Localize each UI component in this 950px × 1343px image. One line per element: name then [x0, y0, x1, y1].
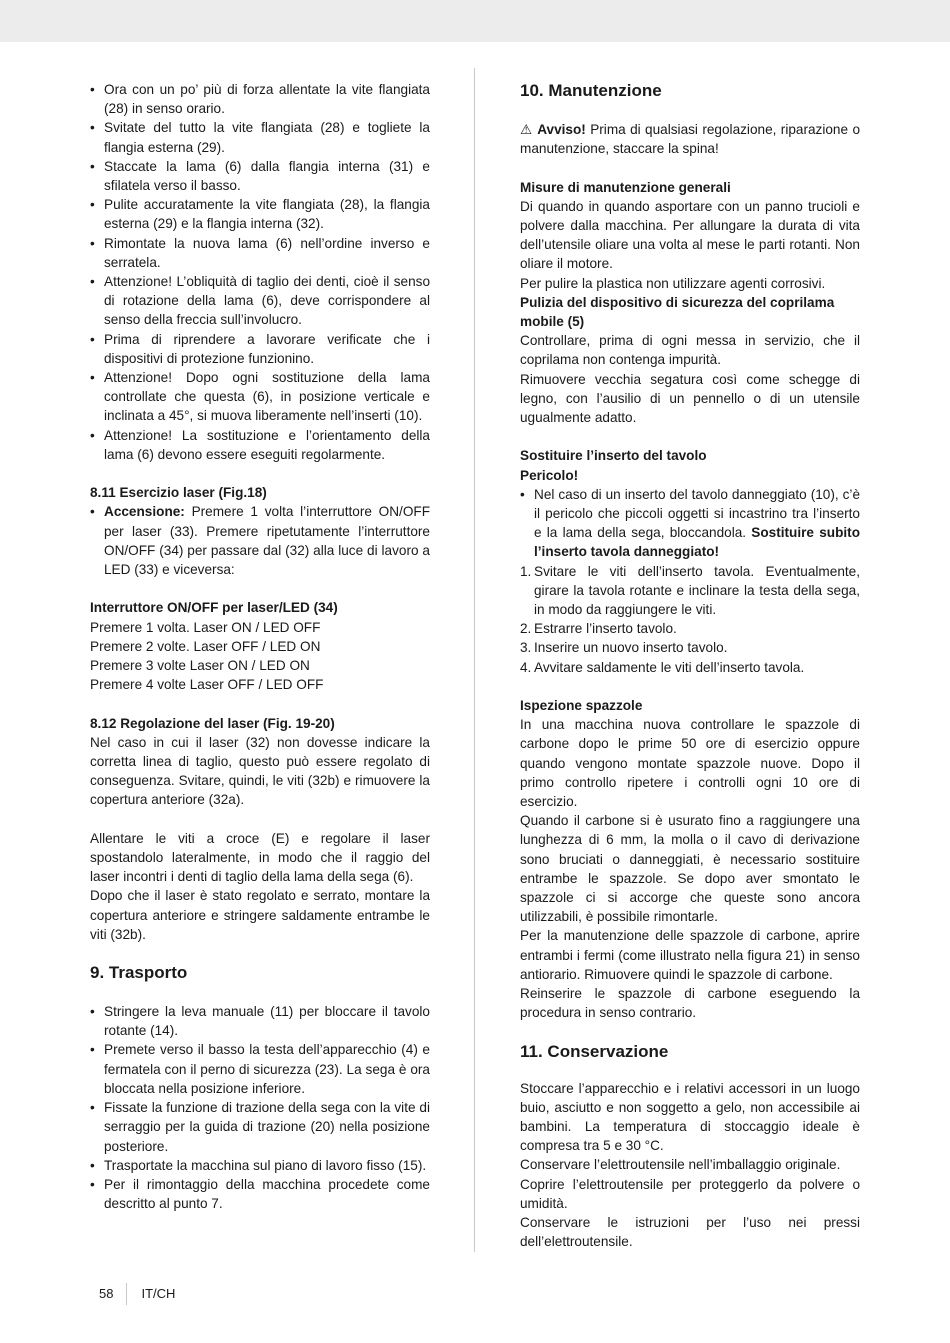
paragraph: Dopo che il laser è stato regolato e serrato, montare la copertura anteriore e stringere saldamente entrambe le viti (32b).	[90, 888, 430, 942]
column-divider	[474, 68, 475, 1252]
step-number: 4.	[520, 659, 532, 675]
switch-line: Premere 4 volte Laser OFF / LED OFF	[90, 677, 324, 693]
top-bar	[0, 0, 950, 42]
warning-label: Avviso!	[537, 122, 586, 137]
paragraph: Per la manutenzione delle spazzole di carbone, aprire entrambi i fermi (come illustrato nella figura 21) in senso antiorario. Rimuovere quindi le spazzole di carbone.	[520, 928, 860, 982]
section-10-heading: 10. Manutenzione	[520, 81, 662, 100]
step-text: Inserire un nuovo inserto tavolo.	[534, 640, 728, 656]
section-11-heading: 11. Conservazione	[520, 1041, 669, 1061]
page-footer	[99, 1283, 175, 1305]
paragraph: Per pulire la plastica non utilizzare agenti corrosivi.	[520, 275, 826, 291]
list-item	[520, 562, 860, 620]
section-8-11-title: 8.11 Esercizio laser (Fig.18)	[90, 485, 267, 501]
list-item: • Premete verso il basso la testa dell’apparecchio (4) e fermatela con il perno di sicurezza (23). La sega è ora bloccata nella posizione inferiore.	[90, 1040, 430, 1098]
paragraph: Allentare le viti a croce (E) e regolare il laser spostandolo lateralmente, in modo che il raggio del laser incontri i denti di taglio della lama della sega (6).	[90, 830, 430, 885]
paragraph: Quando il carbone si è usurato fino a raggiungere una lunghezza di 6 mm, la molla o il cavo di derivazione sono bruciati o danneggiati, è necessario sostituire entrambe le spazzole. Se dopo aver smontato le spazzole ci si accorge che queste sono ancora utilizzabili, è possibile rimontarle.	[520, 813, 860, 925]
insert-steps	[520, 562, 860, 677]
step-number: 2.	[520, 621, 532, 637]
brush-inspection-title: Ispezione spazzole	[520, 698, 643, 714]
list-item: • Attenzione! Dopo ogni sostituzione della lama controllate che questa (6), in posizione verticale e inclinata a 45°, si muova liberamente nell’inserti (10).	[90, 368, 430, 426]
switch-line: Premere 1 volta. Laser ON / LED OFF	[90, 619, 321, 635]
step-text: Estrarre l’inserto tavolo.	[534, 621, 677, 637]
paragraph: In una macchina nuova controllare le spazzole di carbone dopo le prime 50 ore di esercizio oppure quando vengono montate spazzole nuove. Dopo il primo controllo ripetere i controlli ogni 10 ore di esercizio.	[520, 717, 860, 810]
laser-operation-list	[90, 502, 430, 579]
warning-paragraph	[520, 120, 860, 158]
list-item	[520, 485, 860, 562]
paragraph: Conservare l’elettroutensile nell’imballaggio originale.	[520, 1157, 841, 1173]
list-item: • Attenzione! L’obliquità di taglio dei denti, cioè il senso di rotazione della lama (6), deve corrispondere al senso della freccia sull’involucro.	[90, 272, 430, 330]
insert-danger-text: Nel caso di un inserto del tavolo danneggiato (10), c’è il pericolo che piccoli oggetti si incastrino tra l’inserto e la lama della sega, bloccandola.	[534, 486, 860, 541]
step-text: Svitare le viti dell’inserto tavola. Eventualmente, girare la tavola rotante e inclinare la testa della sega, in modo da raggiungere le viti.	[534, 563, 860, 618]
list-item: • Stringere la leva manuale (11) per bloccare il tavolo rotante (14).	[90, 1002, 430, 1040]
cover-cleaning-title: Pulizia del dispositivo di sicurezza del coprilama mobile (5)	[520, 294, 835, 330]
section-9-heading: 9. Trasporto	[90, 963, 188, 983]
list-item: • Ora con un po’ più di forza allentate la vite flangiata (28) in senso orario.	[90, 80, 430, 118]
paragraph: Conservare le istruzioni per l’uso nei pressi dell’elettroutensile.	[520, 1214, 860, 1250]
list-item: • Rimontate la nuova lama (6) nell’ordine inverso e serratela.	[90, 234, 430, 272]
list-item	[520, 619, 860, 638]
list-item	[520, 638, 860, 657]
paragraph: Rimuovere vecchia segatura così come schegge di legno, con l’ausilio di un pennello o di un utensile ugualmente adatto.	[520, 371, 860, 426]
blade-change-list	[90, 80, 430, 464]
warning-icon: ⚠	[520, 122, 533, 137]
language-code: IT/CH	[141, 1286, 176, 1301]
transport-list	[90, 1002, 430, 1213]
list-item: • Staccate la lama (6) dalla flangia interna (31) e sfilatela verso il basso.	[90, 157, 430, 195]
insert-title: Sostituire l’inserto del tavolo	[520, 448, 707, 464]
list-item: • Svitate del tutto la vite flangiata (28) e togliete la flangia esterna (29).	[90, 118, 430, 156]
warning-text: Prima di qualsiasi regolazione, riparazione o manutenzione, staccare la spina!	[520, 122, 860, 157]
paragraph: Stoccare l’apparecchio e i relativi accessori in un luogo buio, asciutto e non soggetto a gelo, non accessibile ai bambini. La temperatura di stoccaggio ideale è compresa tra 5 e 30 °C.	[520, 1080, 860, 1154]
step-number: 3.	[520, 640, 532, 656]
left-column	[90, 80, 430, 1213]
paragraph: Nel caso in cui il laser (32) non dovesse indicare la corretta linea di taglio, questo può essere regolato di conseguenza. Svitare, quindi, le viti (32b) e rimuovere la copertura anteriore (32a).	[90, 734, 430, 808]
switch-on-label: Accensione:	[104, 504, 185, 520]
danger-label: Pericolo!	[520, 467, 579, 483]
page-number: 58	[99, 1286, 114, 1301]
switch-line: Premere 3 volte Laser ON / LED ON	[90, 658, 310, 674]
switch-line: Premere 2 volte. Laser OFF / LED ON	[90, 638, 321, 654]
list-item: • Attenzione! La sostituzione e l’orientamento della lama (6) devono essere eseguiti regolarmente.	[90, 426, 430, 464]
list-item	[90, 502, 430, 579]
switch-title: Interruttore ON/OFF per laser/LED (34)	[90, 600, 338, 616]
list-item: • Fissate la funzione di trazione della sega con la vite di serraggio per la guida di trazione (20) nella posizione posteriore.	[90, 1098, 430, 1156]
section-8-12-title: 8.12 Regolazione del laser (Fig. 19-20)	[90, 715, 335, 731]
paragraph: Reinserire le spazzole di carbone eseguendo la procedura in senso contrario.	[520, 986, 860, 1021]
paragraph: Controllare, prima di ogni messa in servizio, che il coprilama non contenga impurità.	[520, 333, 860, 368]
step-text: Avvitare saldamente le viti dell’inserto tavola.	[534, 659, 805, 675]
paragraph: Coprire l’elettroutensile per proteggerlo da polvere o umidità.	[520, 1176, 860, 1211]
general-maintenance-title: Misure di manutenzione generali	[520, 179, 731, 195]
step-number: 1.	[520, 563, 532, 579]
list-item	[520, 658, 860, 677]
list-item: • Trasportate la macchina sul piano di lavoro fisso (15).	[90, 1156, 430, 1175]
footer-divider	[126, 1283, 127, 1305]
list-item: • Pulite accuratamente la vite flangiata (28), la flangia esterna (29) e la flangia interna (32).	[90, 195, 430, 233]
insert-danger-emphasis: Sostituire subito l’inserto tavola danneggiato!	[534, 525, 860, 560]
list-item: • Prima di riprendere a lavorare verificate che i dispositivi di protezione funzionino.	[90, 330, 430, 368]
right-column	[520, 80, 860, 1251]
insert-danger-list	[520, 485, 860, 562]
paragraph: Di quando in quando asportare con un panno trucioli e polvere dalla macchina. Per allungare la durata di vita dell’utensile oliare una volta al mese le parti rotanti. Non oliare il motore.	[520, 198, 860, 272]
switch-on-text: Premere 1 volta l’interruttore ON/OFF per laser (33). Premere ripetutamente l’interruttore ON/OFF (34) per passare dal (32) alla luce di lavoro a LED (33) e viceversa:	[104, 504, 430, 578]
list-item: • Per il rimontaggio della macchina procedete come descritto al punto 7.	[90, 1175, 430, 1213]
